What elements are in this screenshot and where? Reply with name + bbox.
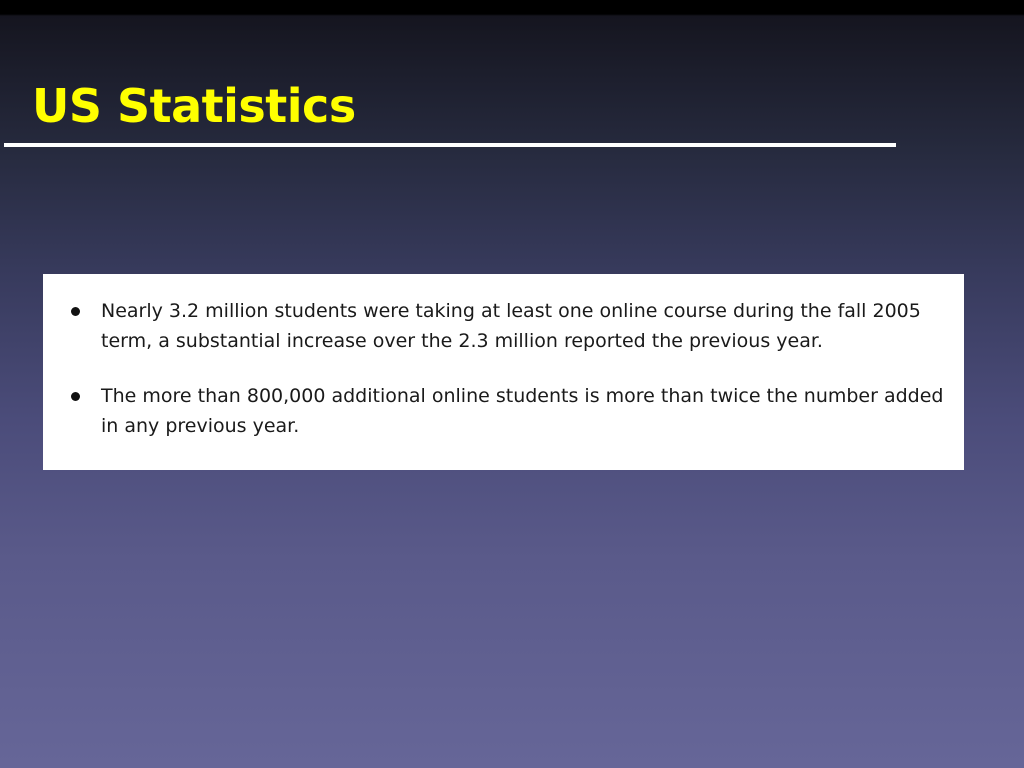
slide-title: US Statistics: [32, 79, 356, 133]
title-underline: [4, 143, 896, 147]
content-box: [43, 274, 964, 470]
bullet-dot-icon: [71, 307, 80, 316]
bullet-text: The more than 800,000 additional online students is more than twice the number added in any previous year.: [101, 385, 944, 437]
bullet-text: Nearly 3.2 million students were taking at least one online course during the fall 2005 term, a substantial increase over the 2.3 million reported the previous year.: [101, 300, 921, 352]
bullet-dot-icon: [71, 392, 80, 401]
